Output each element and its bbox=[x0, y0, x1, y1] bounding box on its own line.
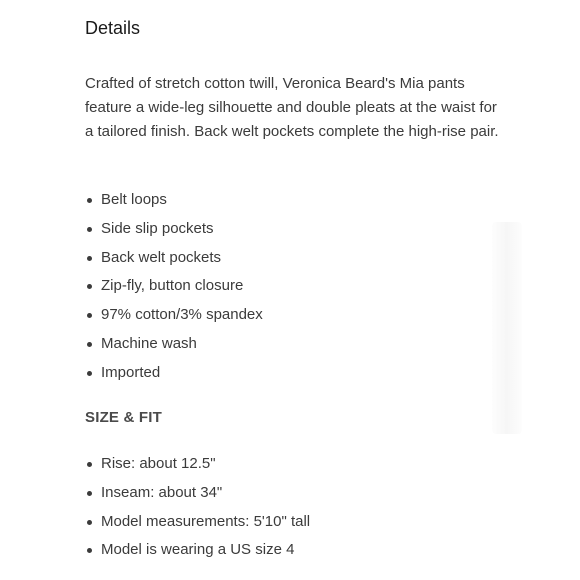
bullet-icon bbox=[87, 198, 92, 203]
details-title: Details bbox=[85, 18, 141, 38]
list-item-text: Model is wearing a US size 4 bbox=[101, 541, 295, 559]
list-item bbox=[85, 272, 263, 301]
scrollbar-track[interactable] bbox=[492, 222, 522, 434]
list-item bbox=[85, 450, 310, 479]
list-item-text: Back welt pockets bbox=[101, 248, 222, 266]
product-description: Crafted of stretch cotton twill, Veronica Beard's Mia pants feature a wide-leg silhouette and double pleats at the waist for a tailored finish. Back welt pockets complete the high-rise pair. bbox=[85, 75, 499, 140]
bullet-icon bbox=[87, 342, 92, 347]
list-item bbox=[85, 244, 263, 273]
list-item bbox=[85, 330, 263, 359]
list-item bbox=[85, 359, 263, 388]
list-item bbox=[85, 186, 263, 215]
bullet-icon bbox=[87, 371, 92, 376]
list-item bbox=[85, 479, 310, 508]
list-item-text: Side slip pockets bbox=[101, 219, 214, 237]
list-item bbox=[85, 536, 310, 565]
list-item-text: 97% cotton/3% spandex bbox=[101, 306, 263, 324]
list-item bbox=[85, 508, 310, 537]
list-item-text: Machine wash bbox=[101, 334, 197, 352]
list-item-text: Model measurements: 5'10" tall bbox=[101, 512, 311, 530]
list-item-text: Inseam: about 34" bbox=[101, 483, 223, 501]
size-fit-list bbox=[85, 450, 310, 565]
bullet-icon bbox=[87, 548, 92, 553]
list-item bbox=[85, 215, 263, 244]
bullet-icon bbox=[87, 284, 92, 289]
bullet-icon bbox=[87, 227, 92, 232]
bullet-icon bbox=[87, 313, 92, 318]
features-list bbox=[85, 186, 263, 388]
list-item-text: Rise: about 12.5" bbox=[101, 455, 216, 472]
bullet-icon bbox=[87, 520, 92, 525]
size-fit-heading: SIZE & FIT bbox=[85, 409, 162, 426]
list-item-text: Zip-fly, button closure bbox=[101, 277, 244, 295]
list-item-text: Imported bbox=[101, 363, 161, 381]
list-item bbox=[85, 301, 263, 330]
list-item-text: Belt loops bbox=[101, 191, 167, 208]
bullet-icon bbox=[87, 491, 92, 496]
bullet-icon bbox=[87, 462, 92, 467]
bullet-icon bbox=[87, 256, 92, 261]
